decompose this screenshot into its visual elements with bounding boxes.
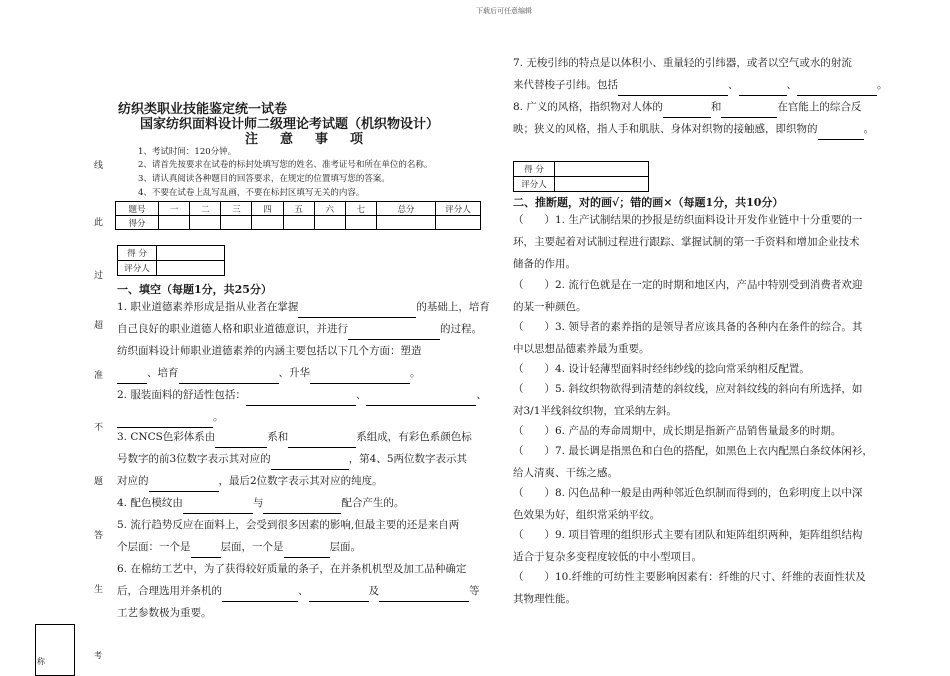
q-text: 对应的 — [117, 475, 149, 487]
judge-line: （ ）4. 设计轻薄型面料时经纬纱线的捻向常采纳相反配置。 — [513, 363, 810, 375]
score-header: 一 — [159, 202, 190, 216]
q-text: 来代替梭子引纬。包括 — [513, 79, 618, 91]
binding-char: 答 — [94, 531, 104, 541]
q-text: 号数字的前3位数字表示其对应的 — [117, 453, 271, 465]
binding-char: 不 — [94, 423, 104, 433]
q-text: 的过程。 — [440, 323, 482, 335]
q-text: 、 — [728, 79, 739, 91]
score-cell[interactable] — [314, 216, 345, 230]
question-3-line1 — [117, 426, 472, 448]
q-text: 、 — [476, 389, 487, 401]
name-box-label: 称 — [37, 657, 45, 666]
score-cell[interactable] — [221, 216, 252, 230]
q-text: 8. 广义的风格，指织物对人体的 — [513, 101, 663, 113]
notice-item: 3、请认真阅读各种题目的回答要求，在规定的位置填写您的答案。 — [138, 174, 390, 184]
judge-line: （ ）3. 领导者的素养指的是领导者应该具备的各种内在条件的综合。其 — [513, 321, 863, 333]
score-cell[interactable] — [345, 216, 376, 230]
section2-score-box — [513, 161, 649, 192]
judge-line: （ ）2. 流行色就是在一定的时期和地区内，产品中特别受到消费者欢迎 — [513, 279, 863, 291]
mini-grader-cell[interactable] — [555, 177, 649, 192]
question-3-line3 — [117, 470, 383, 492]
section1-heading: 一、填空（每题1分，共25分） — [117, 283, 272, 296]
judge-line: （ ）6. 产品的寿命周期中，成长期是指新产品销售量最多的时期。 — [513, 425, 842, 437]
question-3-line2 — [117, 448, 467, 470]
q-text: 、培育 — [147, 367, 179, 379]
q-text: 在官能上的综合反 — [777, 101, 862, 113]
judge-line: （ ）10.纤维的可纺性主要影响因素有：纤维的尺寸、纤维的表面性状及 — [513, 571, 866, 583]
q-text: 映；狭义的风格，指人手和肌肤、身体对织物的接触感，即织物的 — [513, 123, 818, 135]
judge-line: 色效果为好，组织常采纳平纹。 — [513, 509, 660, 521]
question-2-line1 — [117, 384, 487, 406]
question-1-line3: 纺织面料设计师职业道德素养的内涵主要包括以下几个方面：塑造 — [117, 345, 422, 357]
binding-char: 线 — [94, 161, 104, 171]
question-5-line2 — [117, 536, 361, 558]
q-text: 、 — [355, 389, 367, 401]
answer-blank[interactable] — [298, 304, 416, 318]
q-text: 4. 配色模纹由 — [117, 497, 183, 509]
mini-grader-cell[interactable] — [157, 261, 225, 276]
score-cell[interactable] — [159, 216, 190, 230]
notice-item: 1、考试时间：120分钟。 — [138, 147, 237, 157]
binding-char: 考 — [94, 651, 102, 660]
q-text: 、 — [298, 585, 309, 597]
mini-grader-label: 评分人 — [514, 177, 555, 192]
q-text: 1. 职业道德素养形成是指从业者在掌握 — [117, 301, 299, 313]
section2-heading: 二、推断题，对的画√；错的画×（每题1分，共10分） — [513, 196, 784, 209]
q-text: 。 — [213, 411, 224, 423]
question-6-line1: 6. 在棉纺工艺中，为了获得较好质量的条子，在并条机机型及加工品种确定 — [117, 563, 467, 575]
notice-item: 4、不要在试卷上乱写乱画，不要在标封区填写无关的内容。 — [138, 188, 365, 198]
answer-blank[interactable] — [366, 392, 476, 406]
answer-blank[interactable] — [379, 588, 469, 602]
answer-blank[interactable] — [663, 104, 711, 118]
judge-line: 其物理性能。 — [513, 593, 576, 605]
mini-grader-label: 评分人 — [118, 261, 157, 276]
mini-score-cell[interactable] — [555, 162, 649, 177]
answer-blank[interactable] — [263, 500, 341, 514]
question-5-line1: 5. 流行趋势反应在面料上，会受到很多因素的影响,但最主要的还是来自两 — [117, 519, 460, 531]
answer-blank[interactable] — [191, 544, 221, 558]
question-1-line2 — [117, 318, 482, 340]
section1-score-box — [117, 245, 225, 276]
exam-series-title: 纺织类职业技能鉴定统一试卷 — [118, 102, 288, 117]
question-1-line1 — [117, 296, 490, 318]
question-1-line4 — [117, 362, 421, 384]
q-text: 系和 — [267, 431, 289, 443]
score-row-label: 得分 — [116, 216, 159, 230]
answer-blank[interactable] — [117, 370, 147, 384]
answer-blank[interactable] — [348, 326, 440, 340]
binding-char: 此 — [94, 218, 104, 228]
judge-line: （ ）8. 闪色品种一般是由两种邻近色织制而得到的，色彩明度上以中深 — [513, 487, 863, 499]
q-text: 2. 服装面料的舒适性包括： — [117, 389, 246, 401]
mini-score-label: 得 分 — [514, 162, 555, 177]
judge-line: （ ）5. 斜纹织物欲得到清楚的斜纹线，应对斜纹线的斜向有所选择，如 — [513, 383, 863, 395]
q-text: ，最后2位数字表示其对应的纯度。 — [218, 475, 383, 487]
judge-line: 给人清爽、干练之感。 — [513, 467, 618, 479]
answer-blank[interactable] — [222, 588, 298, 602]
q-text: 。 — [877, 79, 888, 91]
binding-char: 生 — [94, 585, 104, 595]
score-header: 评分人 — [436, 202, 481, 216]
score-header: 二 — [190, 202, 221, 216]
judge-line: （ ）9. 项目管理的组织形式主要有团队和矩阵组织两种，矩阵组织结构 — [513, 529, 863, 541]
mini-score-label: 得 分 — [118, 246, 157, 261]
answer-blank[interactable] — [739, 82, 787, 96]
score-cell[interactable] — [436, 216, 481, 230]
q-text: ，第4、5两位数字表示其 — [348, 453, 468, 465]
q-text: 3. CNCS色彩体系由 — [117, 431, 216, 443]
name-box — [35, 624, 75, 676]
binding-char: 超 — [94, 321, 104, 331]
judge-line: 对3/1半线斜纹织物，宜采纳左斜。 — [513, 405, 677, 417]
score-cell[interactable] — [376, 216, 435, 230]
answer-blank[interactable] — [310, 370, 410, 384]
q-text: 和 — [710, 101, 722, 113]
question-8-line2 — [513, 118, 874, 140]
answer-blank[interactable] — [288, 434, 356, 448]
question-6-line3: 工艺参数极为重要。 — [117, 607, 212, 619]
q-text: 、升华 — [278, 367, 310, 379]
q-text: 。 — [863, 123, 874, 135]
score-header: 总分 — [376, 202, 435, 216]
answer-blank[interactable] — [797, 82, 877, 96]
binding-char: 过 — [94, 271, 104, 281]
q-text: 层面，一个是 — [220, 541, 284, 553]
score-header: 六 — [314, 202, 345, 216]
answer-blank[interactable] — [618, 82, 728, 96]
q-text: 后，合理选用并条机的 — [117, 585, 222, 597]
score-header: 五 — [283, 202, 314, 216]
q-text: 及 — [368, 585, 379, 597]
answer-blank[interactable] — [246, 392, 356, 406]
question-6-line2 — [117, 580, 480, 602]
score-cell[interactable] — [190, 216, 221, 230]
answer-blank[interactable] — [309, 588, 369, 602]
q-text: 个层面：一个是 — [117, 541, 191, 553]
header-note: 下载后可任意编辑 — [476, 7, 532, 15]
question-2-line2 — [117, 406, 224, 428]
question-8-line1 — [513, 96, 861, 118]
q-text: 与 — [252, 497, 264, 509]
q-text: 配合产生的。 — [341, 497, 405, 509]
binding-char: 准 — [94, 371, 104, 381]
q-text: 、 — [786, 79, 797, 91]
answer-blank[interactable] — [183, 500, 253, 514]
answer-blank[interactable] — [284, 544, 330, 558]
answer-blank[interactable] — [179, 370, 279, 384]
judge-line: 环，主要起着对试制过程进行跟踪、掌握试制的第一手资料和增加企业技术 — [513, 236, 860, 248]
q-text: 层面。 — [329, 541, 361, 553]
q-text: 系组成，有彩色系颜色标 — [356, 431, 472, 443]
q-text: 。 — [410, 367, 421, 379]
judge-line: （ ）7. 最长调是指黑色和白色的搭配，如黑色上衣内配黑白条纹体闲衫， — [513, 445, 873, 457]
score-header: 四 — [252, 202, 283, 216]
judge-line: 适合于复杂多变程度较低的中小型项目。 — [513, 551, 702, 563]
score-table — [115, 201, 481, 230]
judge-line: 的某一种颜色。 — [513, 301, 587, 313]
judge-line: （ ）1. 生产试制结果的抄报是纺织面料设计开发作业链中十分重要的一 — [513, 214, 863, 226]
score-header: 三 — [221, 202, 252, 216]
binding-char: 题 — [94, 477, 104, 487]
notice-item: 2、请首先按要求在试卷的标封处填写您的姓名、准考证号和所在单位的名称。 — [138, 160, 433, 170]
question-4 — [117, 492, 404, 514]
answer-blank[interactable] — [215, 434, 267, 448]
score-cell[interactable] — [252, 216, 283, 230]
q-text: 等 — [469, 585, 480, 597]
question-7-line2 — [513, 74, 888, 96]
answer-blank[interactable] — [818, 126, 864, 140]
q-text: 自己良好的职业道德人格和职业道德意识，并进行 — [117, 323, 348, 335]
question-7-line1: 7. 无梭引纬的特点是以体积小、重量轻的引纬器，或者以空气或水的射流 — [513, 57, 852, 69]
judge-line: 中以思想品德素养最为重要。 — [513, 343, 650, 355]
judge-line: 储备的作用。 — [513, 258, 576, 270]
score-header: 题号 — [116, 202, 159, 216]
exam-title: 国家纺织面料设计师二级理论考试题（机织物设计） — [140, 117, 440, 132]
score-header: 七 — [345, 202, 376, 216]
answer-blank[interactable] — [149, 478, 219, 492]
score-cell[interactable] — [283, 216, 314, 230]
mini-score-cell[interactable] — [157, 246, 225, 261]
answer-blank[interactable] — [721, 104, 777, 118]
q-text: 的基础上，培育 — [416, 301, 490, 313]
notice-heading: 注意事项 — [245, 132, 386, 147]
answer-blank[interactable] — [271, 456, 349, 470]
